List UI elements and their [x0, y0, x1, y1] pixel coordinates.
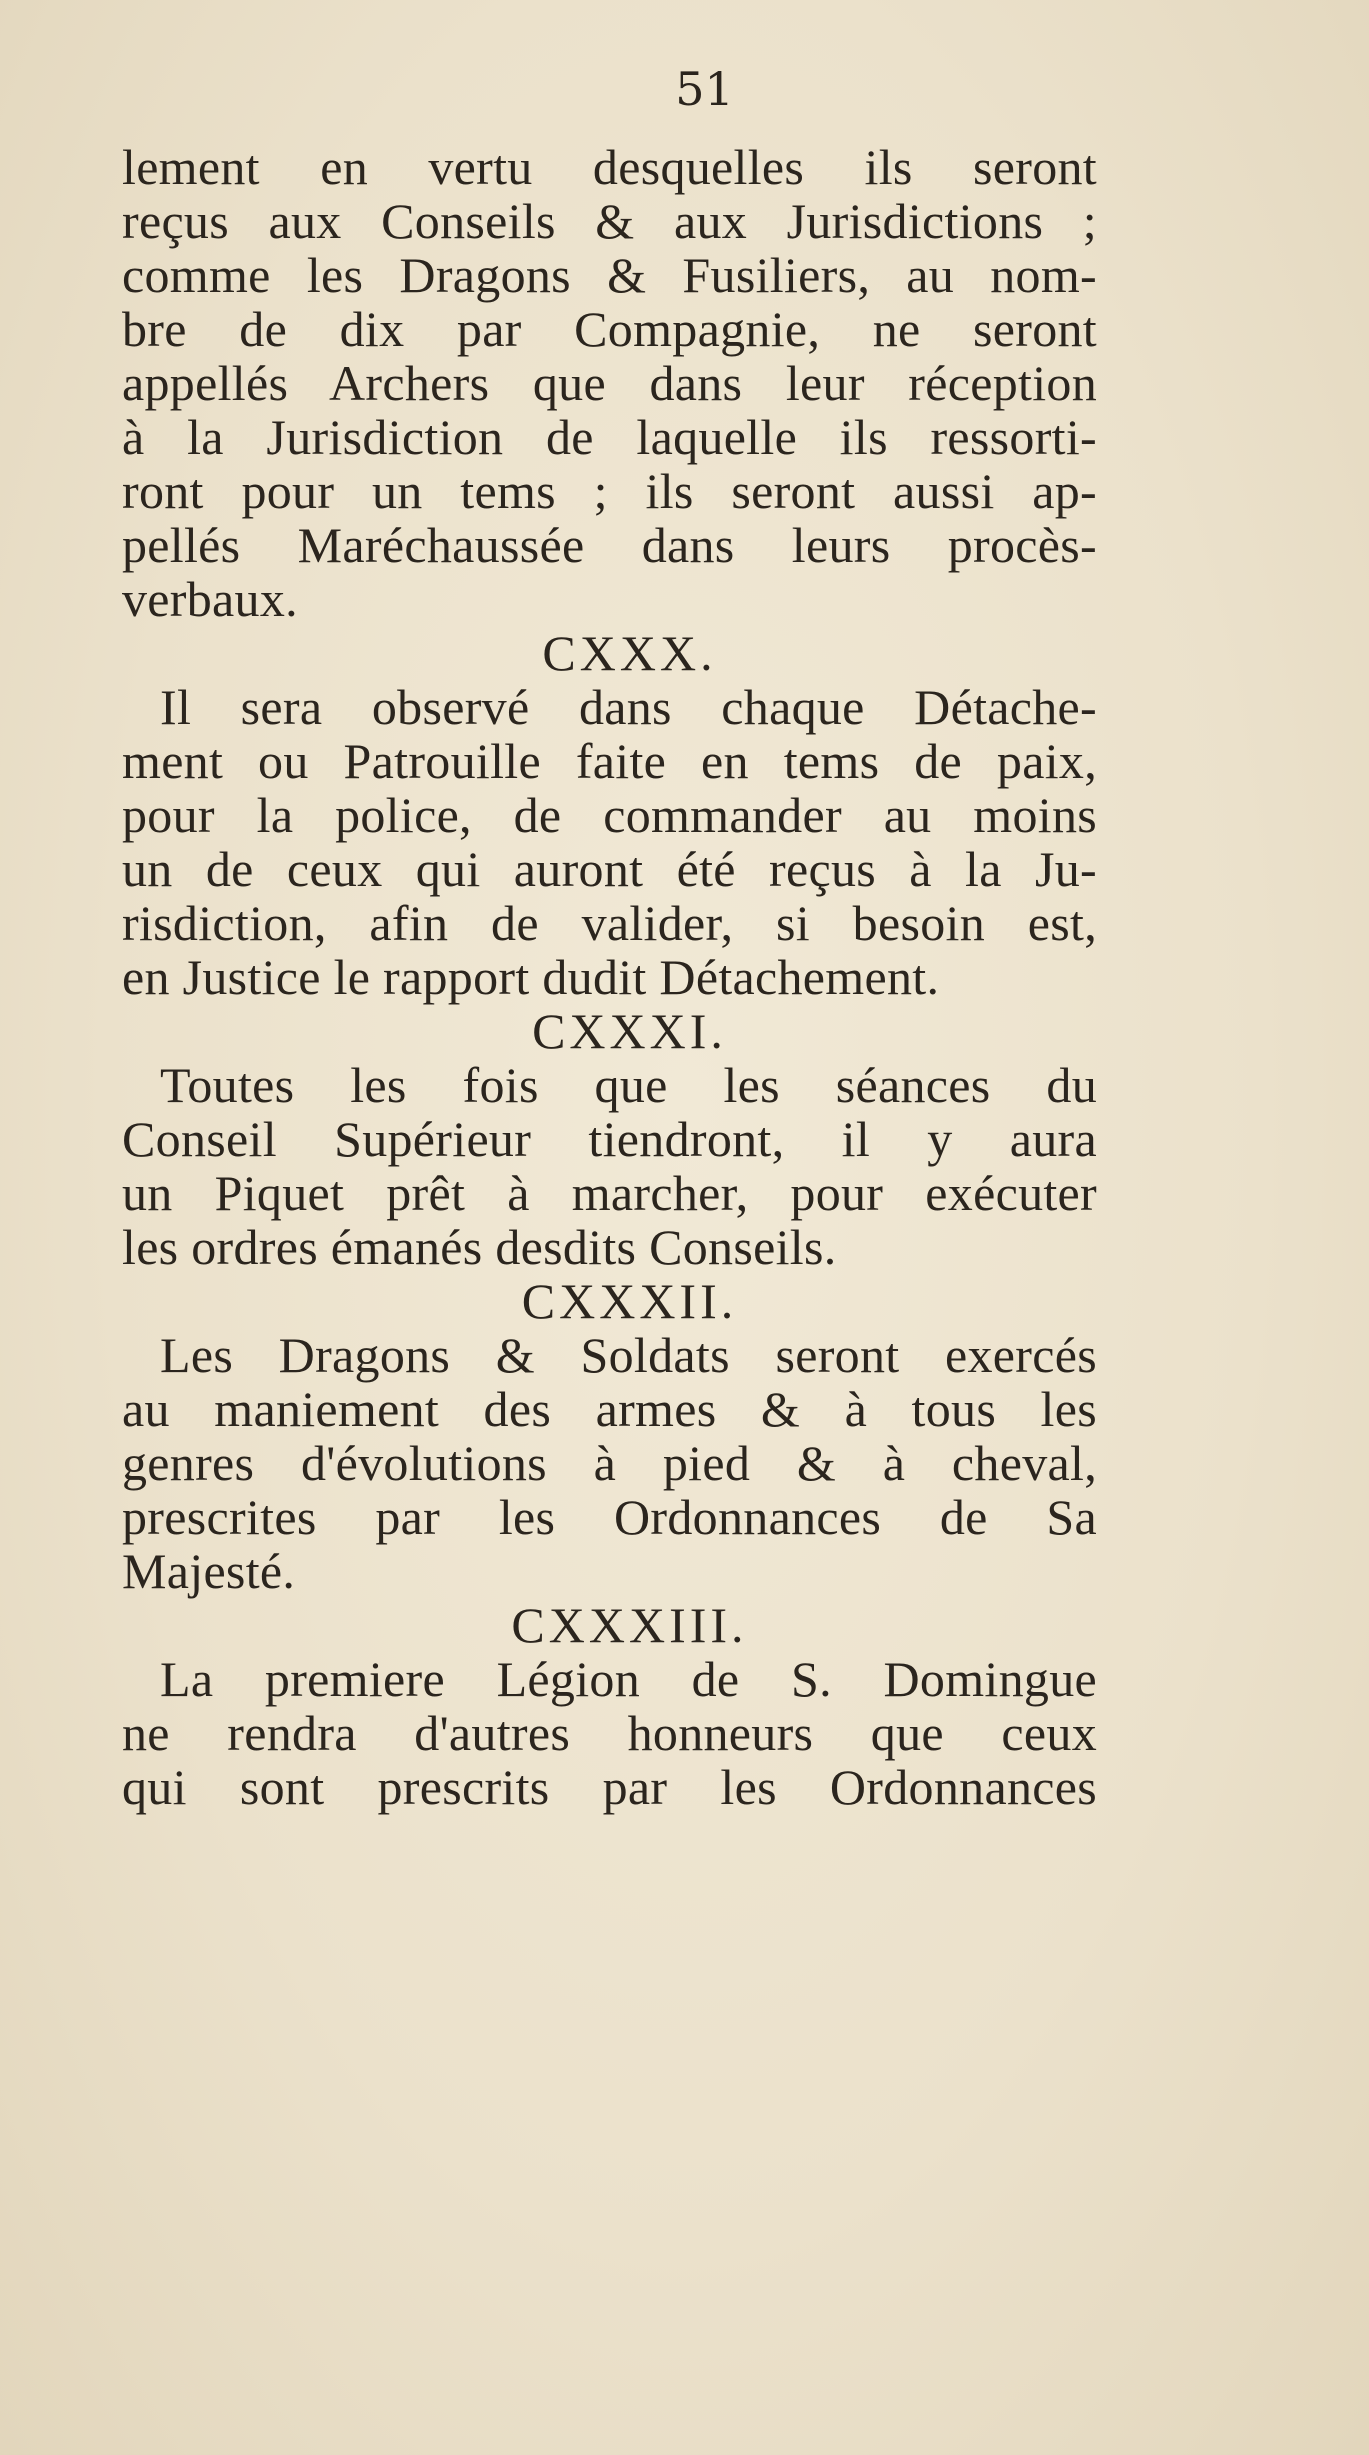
text-line: appellés Archers que dans leur réception: [122, 355, 1097, 411]
text-line: pellés Maréchaussée dans leurs procès-: [122, 517, 1097, 573]
text-line: les ordres émanés desdits Conseils.: [122, 1219, 837, 1275]
text-line: Il sera observé dans chaque Détache-: [160, 679, 1097, 735]
article-heading: CXXXI.: [532, 1003, 727, 1059]
text-line: risdiction, afin de valider, si besoin est,: [122, 895, 1097, 951]
text-line: ront pour un tems ; ils seront aussi ap-: [122, 463, 1097, 519]
text-line: un de ceux qui auront été reçus à la Ju-: [122, 841, 1097, 897]
text-line: Toutes les fois que les séances du: [160, 1057, 1097, 1113]
page-text: [122, 140, 1097, 1814]
article-heading: CXXX.: [542, 625, 717, 681]
text-line: genres d'évolutions à pied & à cheval,: [122, 1435, 1097, 1491]
text-line: ment ou Patrouille faite en tems de paix,: [122, 733, 1097, 789]
text-line: bre de dix par Compagnie, ne seront: [122, 301, 1097, 357]
text-line: un Piquet prêt à marcher, pour exécuter: [122, 1165, 1097, 1221]
text-line: en Justice le rapport dudit Détachement.: [122, 949, 940, 1005]
article-heading: CXXXII.: [521, 1273, 738, 1329]
text-line: Majesté.: [122, 1543, 296, 1599]
text-line: pour la police, de commander au moins: [122, 787, 1097, 843]
text-line: prescrites par les Ordonnances de Sa: [122, 1489, 1097, 1545]
text-line: Conseil Supérieur tiendront, il y aura: [122, 1111, 1097, 1167]
text-line: verbaux.: [122, 571, 298, 627]
text-line: ne rendra d'autres honneurs que ceux: [122, 1705, 1097, 1761]
text-line: au maniement des armes & à tous les: [122, 1381, 1097, 1437]
text-line: à la Jurisdiction de laquelle ils ressorti-: [122, 409, 1097, 465]
page-number: 51: [675, 62, 734, 116]
text-line: lement en vertu desquelles ils seront: [122, 139, 1097, 195]
text-line: reçus aux Conseils & aux Jurisdictions ;: [122, 193, 1097, 249]
text-line: qui sont prescrits par les Ordonnances: [122, 1759, 1097, 1815]
article-heading: CXXXIII.: [511, 1597, 748, 1653]
text-line: La premiere Légion de S. Domingue: [160, 1651, 1097, 1707]
text-line: comme les Dragons & Fusiliers, au nom-: [122, 247, 1097, 303]
text-line: Les Dragons & Soldats seront exercés: [160, 1327, 1097, 1383]
